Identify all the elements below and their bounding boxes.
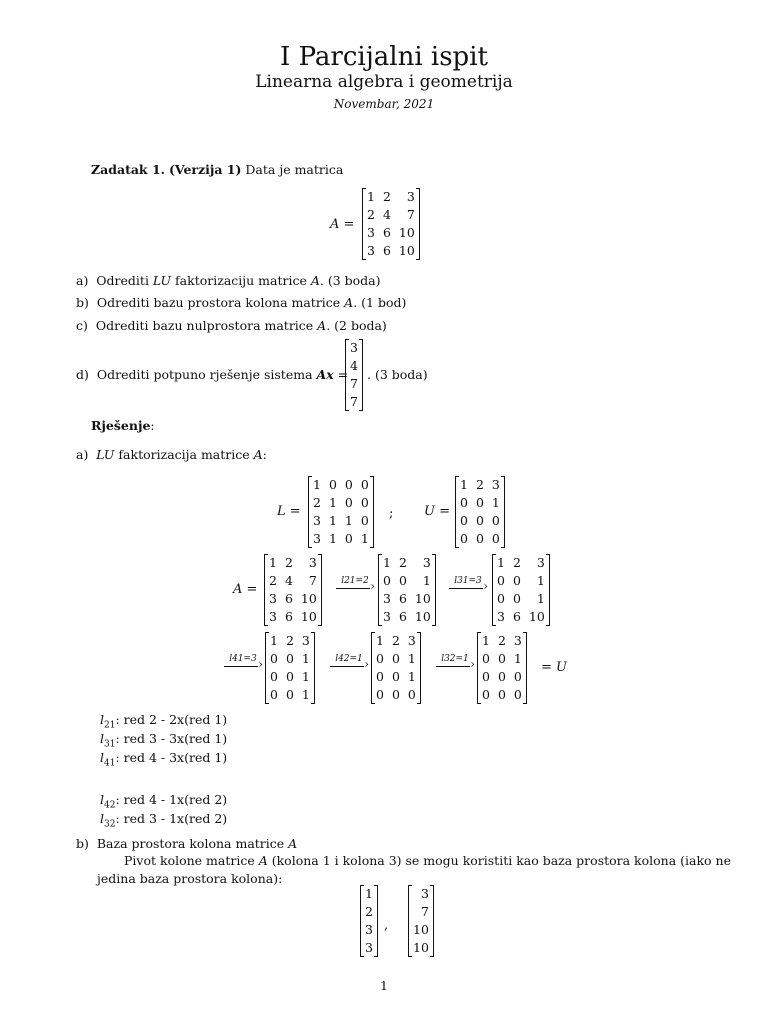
matrix-cell: 1 [301,669,310,684]
matrix-cell: 0 [482,687,490,702]
vector-b [345,339,363,411]
matrix-cell: 2 [367,207,375,222]
vector-cell: 7 [350,376,358,391]
course-subtitle: Linearna algebra i geometrija [255,72,513,92]
result-u: = U [541,660,567,675]
matrix-cell: 0 [407,687,416,702]
matrix-cell: 0 [344,495,353,510]
matrix-cell: 2 [313,495,321,510]
basis-vector-1 [360,885,378,957]
l-label: L = [277,504,301,519]
step-matrix-5 [371,632,421,704]
matrix-cell: 3 [313,531,321,546]
matrix-cell: 10 [300,591,317,606]
matrix-cell: 3 [367,243,375,258]
step-matrix-6 [477,632,527,704]
matrix-cell: 6 [284,591,293,606]
matrix-cell: 0 [491,513,500,528]
vector-cell: 7 [420,904,429,919]
arrow-l42: l42=1 › [330,654,368,670]
matrix-cell: 3 [269,609,277,624]
matrix-cell: 2 [284,555,293,570]
task-number: Zadatak 1. [91,162,165,177]
matrix-cell: 0 [391,651,400,666]
matrix-cell: 1 [269,555,277,570]
matrix-cell: 10 [398,243,415,258]
task-heading [91,162,343,177]
matrix-cell: 2 [269,573,277,588]
op-l32: $l_{32}$: red 3 - 1x(red 2) [100,811,228,830]
matrix-cell: 10 [300,609,317,624]
u-label: U = [424,504,450,519]
matrix-cell: 10 [528,609,545,624]
arrow-l21: l21=2 › [336,576,374,592]
matrix-cell: 2 [398,555,407,570]
op-l21: $l_{21}$: red 2 - 2x(red 1) [100,712,228,731]
matrix-cell: 1 [328,513,337,528]
matrix-cell: 2 [391,633,400,648]
matrix-cell: 3 [269,591,277,606]
matrix-a [362,188,420,260]
matrix-cell: 6 [382,225,391,240]
op-l42: $l_{42}$: red 4 - 1x(red 2) [100,792,228,811]
matrix-cell: 4 [284,573,293,588]
matrix-cell: 0 [360,477,369,492]
matrix-cell: 0 [344,531,353,546]
matrix-cell: 7 [406,207,415,222]
matrix-cell: 1 [360,531,369,546]
arrow-l41: l41=3 › [224,654,262,670]
matrix-cell: 3 [383,609,391,624]
matrix-cell: 3 [308,555,317,570]
matrix-cell: 6 [284,609,293,624]
item-b: b) Odrediti bazu prostora kolona matrice A. (1 bod) [76,295,407,310]
matrix-cell: 1 [536,573,545,588]
matrix-cell: 0 [270,651,278,666]
matrix-cell: 0 [513,687,522,702]
steps-a-label: A = [233,582,258,597]
matrix-cell: 6 [382,243,391,258]
matrix-a-label: A = [330,217,355,232]
matrix-cell: 0 [376,669,384,684]
matrix-cell: 0 [482,669,490,684]
matrix-cell: 1 [367,189,375,204]
matrix-cell: 1 [513,651,522,666]
vector-cell: 3 [365,922,373,937]
matrix-cell: 4 [382,207,391,222]
vector-cell: 10 [413,940,429,955]
matrix-cell: 0 [285,687,294,702]
matrix-cell: 0 [344,477,353,492]
matrix-cell: 1 [407,669,416,684]
matrix-cell: 0 [383,573,391,588]
ops-group-1 [100,712,227,769]
matrix-cell: 1 [313,477,321,492]
matrix-cell: 3 [313,513,321,528]
page-number: 1 [380,978,388,993]
matrix-cell: 1 [328,531,337,546]
matrix-cell: 3 [383,591,391,606]
task-intro: Data je matrica [245,162,344,177]
matrix-cell: 3 [513,633,522,648]
solution-a-heading: a) LU faktorizacija matrice A: [76,447,267,462]
matrix-cell: 1 [407,651,416,666]
solution-b-heading: b) Baza prostora kolona matrice A [76,836,298,851]
step-matrix-2 [378,554,436,626]
comma: , [384,918,389,933]
matrix-cell: 0 [460,495,468,510]
matrix-cell: 6 [512,609,521,624]
matrix-cell: 0 [512,573,521,588]
matrix-cell: 10 [414,609,431,624]
basis-vector-2 [408,885,434,957]
vector-cell: 2 [365,904,373,919]
vector-cell: 3 [365,940,373,955]
matrix-cell: 6 [398,609,407,624]
solution-b-text-2: jedina baza prostora kolona): [97,871,283,886]
matrix-cell: 1 [376,633,384,648]
matrix-cell: 0 [376,687,384,702]
matrix-cell: 0 [460,531,468,546]
matrix-cell: 1 [328,495,337,510]
matrix-cell: 0 [497,669,506,684]
matrix-cell: 0 [491,531,500,546]
vector-cell: 3 [350,340,358,355]
matrix-cell: 0 [482,651,490,666]
matrix-cell: 2 [285,633,294,648]
matrix-cell: 1 [460,477,468,492]
matrix-cell: 0 [497,591,505,606]
matrix-cell: 0 [391,687,400,702]
matrix-cell: 2 [475,477,484,492]
item-d-points: . (3 boda) [367,367,428,382]
matrix-cell: 3 [536,555,545,570]
item-c: c) Odrediti bazu nulprostora matrice A. (2 boda) [76,318,387,333]
vector-cell: 7 [350,394,358,409]
matrix-cell: 6 [398,591,407,606]
matrix-cell: 1 [301,687,310,702]
vector-cell: 10 [413,922,429,937]
matrix-cell: 1 [270,633,278,648]
matrix-cell: 0 [376,651,384,666]
matrix-u [455,476,505,548]
matrix-cell: 0 [475,495,484,510]
item-a: a) Odrediti LU faktorizaciju matrice A. (3 boda) [76,273,381,288]
matrix-cell: 3 [301,633,310,648]
matrix-cell: 0 [497,651,506,666]
matrix-cell: 1 [536,591,545,606]
matrix-cell: 3 [497,609,505,624]
matrix-cell: 0 [285,669,294,684]
matrix-cell: 0 [513,669,522,684]
matrix-cell: 0 [475,531,484,546]
step-matrix-3 [492,554,550,626]
vector-cell: 4 [350,358,358,373]
matrix-cell: 0 [285,651,294,666]
matrix-cell: 2 [382,189,391,204]
matrix-cell: 1 [497,555,505,570]
step-matrix-1 [264,554,322,626]
matrix-cell: 1 [491,495,500,510]
op-l41: $l_{41}$: red 4 - 3x(red 1) [100,750,228,769]
matrix-cell: 0 [497,573,505,588]
page-title: I Parcijalni ispit [280,42,488,72]
ops-group-2 [100,792,227,830]
matrix-cell: 10 [398,225,415,240]
matrix-cell: 0 [360,513,369,528]
step-matrix-4 [265,632,315,704]
vector-cell: 1 [365,886,373,901]
matrix-cell: 7 [308,573,317,588]
matrix-cell: 0 [398,573,407,588]
solution-heading: Rješenje: [91,418,155,433]
matrix-cell: 0 [360,495,369,510]
arrow-l32: l32=1 › [436,654,474,670]
matrix-cell: 3 [367,225,375,240]
matrix-cell: 0 [512,591,521,606]
matrix-cell: 1 [344,513,353,528]
item-d: d) Odrediti potpuno rješenje sistema Ax = [76,367,349,382]
matrix-cell: 1 [301,651,310,666]
matrix-cell: 0 [391,669,400,684]
separator: ; [389,506,394,521]
matrix-cell: 1 [482,633,490,648]
matrix-cell: 0 [460,513,468,528]
matrix-cell: 3 [422,555,431,570]
solution-b-text-1: Pivot kolone matrice A (kolona 1 i kolona 3) se mogu koristiti kao baza prostora kolona (iako ne [124,853,732,868]
matrix-cell: 3 [407,633,416,648]
matrix-cell: 2 [512,555,521,570]
matrix-cell: 0 [497,687,506,702]
matrix-cell: 10 [414,591,431,606]
matrix-cell: 1 [422,573,431,588]
matrix-cell: 3 [406,189,415,204]
op-l31: $l_{31}$: red 3 - 3x(red 1) [100,731,228,750]
matrix-cell: 0 [475,513,484,528]
matrix-cell: 3 [491,477,500,492]
matrix-cell: 2 [497,633,506,648]
exam-date: Novembar, 2021 [333,97,435,111]
task-version: (Verzija 1) [168,162,242,177]
arrow-l31: l31=3 › [449,576,487,592]
matrix-cell: 0 [270,687,278,702]
matrix-cell: 0 [328,477,337,492]
vector-cell: 3 [420,886,429,901]
matrix-l [308,476,374,548]
matrix-cell: 1 [383,555,391,570]
matrix-cell: 0 [270,669,278,684]
